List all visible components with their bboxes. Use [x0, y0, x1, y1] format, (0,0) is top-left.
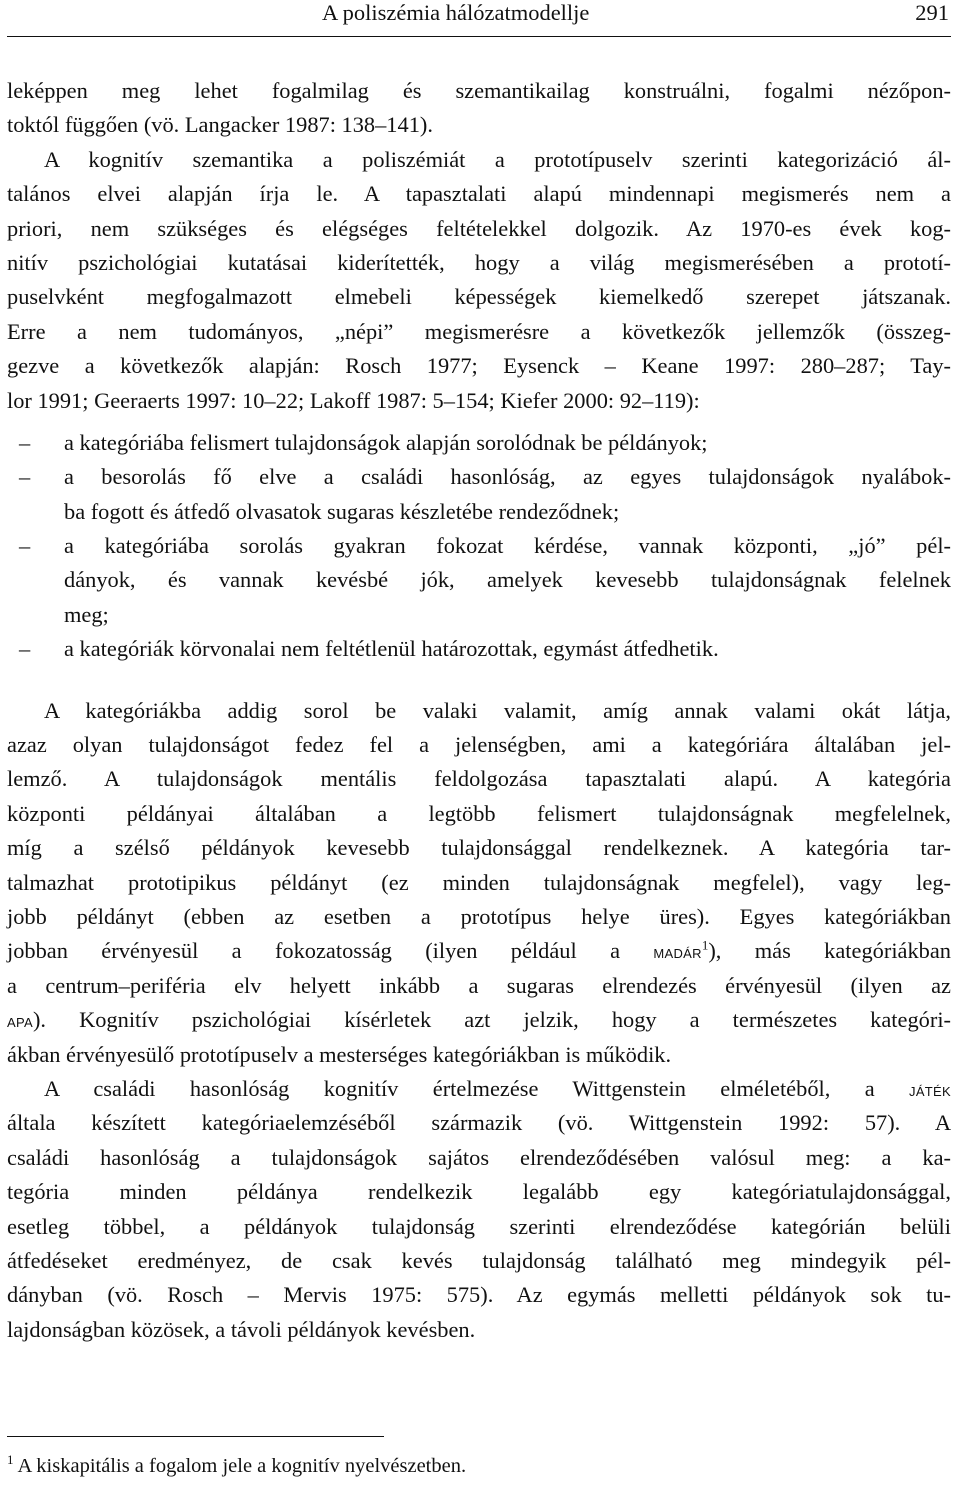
running-title: A poliszémia hálózatmodellje — [322, 0, 590, 25]
paragraph — [7, 694, 951, 1072]
list-item — [7, 460, 951, 494]
list-item-continuation: ba fogott és átfedő olvasatok sugaras készletébe rendeződnek; — [64, 498, 620, 524]
paragraph-line: míg a szélső példányok kevesebb tulajdonsággal rendelkeznek. A kategória tar- — [7, 835, 951, 861]
paragraph-line: azaz olyan tulajdonságot fedez fel a jelenségben, ami a kategóriára általában jel- — [7, 732, 951, 758]
bullet-list — [7, 426, 951, 667]
paragraph-line: esetleg többel, a példányok tulajdonság szerinti elrendeződése kategórián belüli — [7, 1213, 951, 1239]
paragraph-line: tegória minden példánya rendelkezik legalább egy kategóriatulajdonsággal, — [7, 1179, 951, 1205]
paragraph-line: lor 1991; Geeraerts 1997: 10–22; Lakoff 1987: 5–154; Kiefer 2000: 92–119): — [7, 387, 700, 413]
paragraph-line: átfedéseket eredményez, de csak kevés tulajdonság található meg mindegyik pél- — [7, 1247, 951, 1273]
footnote-marker: 1 — [7, 1452, 14, 1468]
paragraph-line: családi hasonlóság a tulajdonságok sajátos elrendeződésében valósul meg: a ka- — [7, 1144, 951, 1170]
list-item — [7, 426, 951, 460]
paragraph-line: leképpen meg lehet fogalmilag és szemantikailag konstruálni, fogalmi nézőpon- — [7, 78, 951, 103]
paragraph-line: talmazhat prototipikus példányt (ez minden tulajdonságnak megfelel), vagy leg- — [7, 869, 951, 895]
footnote-ref: 1 — [701, 937, 709, 953]
paragraph-line: Erre a nem tudományos, „népi” megismerésre a következők jellemzők (összeg- — [7, 318, 951, 344]
paragraph-line: A kognitív szemantika a poliszémiát a prototípuselv szerinti kategorizáció ál- — [44, 146, 951, 172]
paragraph-line: lemző. A tulajdonságok mentális feldolgozása tapasztalati alapú. A kategória — [7, 766, 951, 792]
text-span: jobban érvényesül a fokozatosság (ilyen például a — [7, 938, 654, 964]
smallcaps-term: apa — [7, 1011, 33, 1032]
list-item-text: a kategóriába felismert tulajdonságok alapján sorolódnak be példányok; — [64, 429, 708, 455]
paragraph-line: nitív pszichológiai kutatásai kiderítették, hogy a világ megismerésében a prototí- — [7, 249, 951, 275]
paragraph-line — [7, 934, 951, 968]
dash-bullet: – — [19, 533, 31, 559]
smallcaps-term: madár — [653, 942, 702, 963]
list-item-text: a kategóriák körvonalai nem feltétlenül határozottak, egymást átfedhetik. — [64, 636, 719, 662]
paragraph-line: priori, nem szükséges és elégséges feltételekkel dolgozik. Az 1970-es évek kog- — [7, 215, 951, 241]
footnote-divider — [7, 1436, 384, 1437]
paragraph-line: puselvként megfogalmazott elmebeli képességek kiemelkedő szerepet játszanak. — [7, 284, 951, 310]
text-span: ). Kognitív pszichológiai kísérletek azt jelzik, hogy a természetes kategóri- — [32, 1007, 951, 1033]
list-item — [7, 529, 951, 563]
paragraph-line: a centrum–periféria elv helyett inkább a sugaras elrendezés érvényesül (ilyen az — [7, 972, 951, 998]
paragraph-line: lajdonságban közösek, a távoli példányok kevésben. — [7, 1316, 476, 1342]
footnote — [7, 1454, 466, 1478]
list-item-text: a kategóriába sorolás gyakran fokozat kérdése, vannak központi, „jó” pél- — [64, 533, 951, 559]
list-item-continuation: meg; — [64, 601, 109, 627]
smallcaps-term: játék — [909, 1079, 951, 1100]
dash-bullet: – — [19, 636, 31, 662]
paragraph — [7, 1072, 951, 1347]
text-span: A családi hasonlóság kognitív értelmezése Wittgenstein elméletéből, a — [44, 1075, 910, 1101]
paragraph-line: jobb példányt (ebben az esetben a prototípus helye üres). Egyes kategóriákban — [7, 903, 951, 929]
paragraph-line: gezve a következők alapján: Rosch 1977; Eysenck – Keane 1997: 280–287; Tay- — [7, 353, 951, 379]
paragraph-line: toktól függően (vö. Langacker 1987: 138–141). — [7, 112, 433, 138]
text-span: ), más kategóriákban — [708, 938, 951, 964]
dash-bullet: – — [19, 464, 31, 490]
running-header — [7, 0, 951, 37]
list-item — [7, 632, 951, 666]
paragraph-line — [7, 1003, 951, 1037]
paragraph-line: ákban érvényesülő prototípuselv a mesterséges kategóriákban is működik. — [7, 1041, 672, 1067]
paragraph-line: dányban (vö. Rosch – Mervis 1975: 575). Az egymás melletti példányok sok tu- — [7, 1282, 951, 1308]
footnote-text: A kiskapitális a fogalom jele a kognitív nyelvészetben. — [13, 1455, 467, 1477]
list-item-text: a besorolás fő elve a családi hasonlóság, az egyes tulajdonságok nyalábok- — [64, 464, 951, 490]
paragraph-line — [7, 1072, 951, 1106]
paragraph-line: központi példányai általában a legtöbb felismert tulajdonságnak megfelelnek, — [7, 800, 951, 826]
dash-bullet: – — [19, 429, 31, 455]
list-item-continuation: dányok, és vannak kevésbé jók, amelyek kevesebb tulajdonságnak felelnek — [64, 567, 951, 593]
body-text — [7, 74, 951, 1347]
paragraph-line: általa készített kategóriaelemzéséből származik (vö. Wittgenstein 1992: 57). A — [7, 1110, 951, 1136]
paragraph-line: talános elvei alapján írja le. A tapasztalati alapú mindennapi megismerés nem a — [7, 181, 951, 207]
page-number: 291 — [915, 0, 949, 25]
paragraph-line: A kategóriákba addig sorol be valaki valamit, amíg annak valami okát látja, — [44, 697, 951, 723]
